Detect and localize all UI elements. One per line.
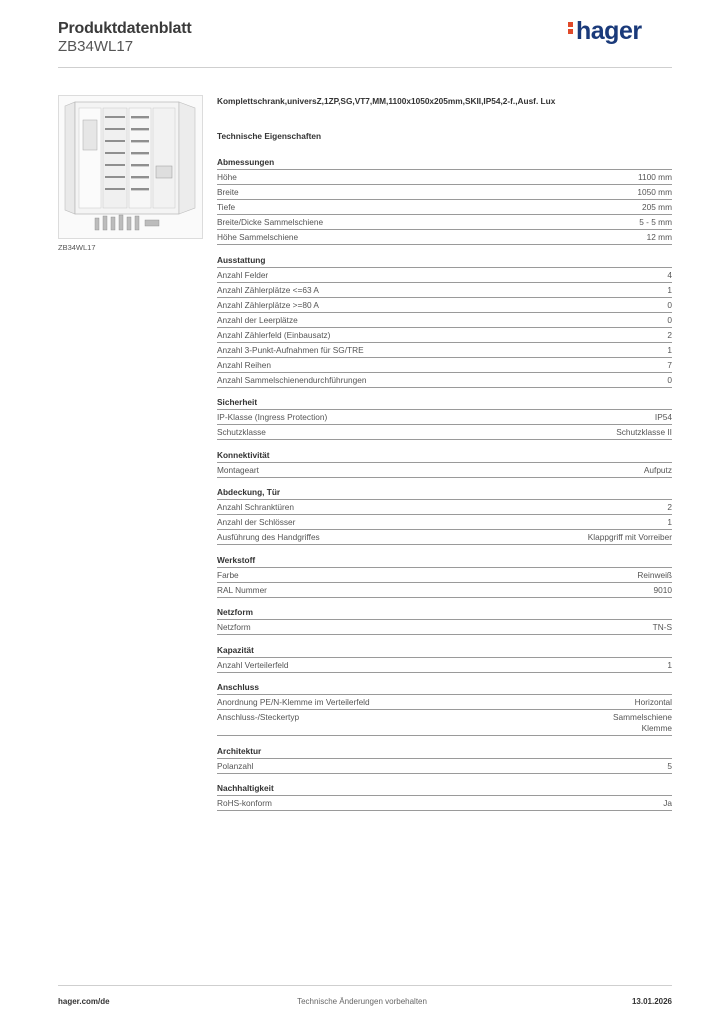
property-value	[644, 463, 672, 477]
property-row	[217, 358, 672, 373]
property-section	[217, 745, 672, 774]
property-row	[217, 568, 672, 583]
property-value-line: 1	[667, 284, 672, 295]
section-title: Ausstattung	[217, 254, 672, 268]
property-row	[217, 313, 672, 328]
hager-logo	[568, 17, 642, 46]
property-value	[663, 796, 672, 810]
property-label: Anzahl Felder	[217, 269, 269, 280]
property-value	[667, 759, 672, 773]
property-label: Höhe	[217, 172, 237, 182]
property-label: Montageart	[217, 464, 259, 475]
property-label: Anzahl Verteilerfeld	[217, 659, 289, 670]
property-value-line: 9010	[653, 584, 672, 595]
property-section	[217, 782, 672, 811]
property-row	[217, 343, 672, 358]
property-label: Anzahl Zählerplätze <=63 A	[217, 284, 319, 295]
property-value	[642, 200, 672, 214]
property-row	[217, 230, 672, 245]
property-value-line: 12 mm	[646, 232, 672, 242]
property-value-line: 5	[667, 760, 672, 771]
property-value	[667, 268, 672, 282]
property-value	[637, 568, 672, 582]
property-row	[217, 373, 672, 388]
property-value-line: 1	[667, 344, 672, 355]
product-description: Komplettschrank,universZ,1ZP,SG,VT7,MM,1100x1050x205mm,SKII,IP54,2-f.,Ausf. Lux	[217, 96, 556, 106]
property-label: RoHS-konform	[217, 798, 272, 808]
technical-properties	[217, 156, 672, 820]
property-label: Tiefe	[217, 202, 236, 212]
property-value-line: 1100 mm	[638, 172, 672, 182]
property-value-line: Ja	[663, 798, 672, 808]
property-value-line: Sammelschiene	[612, 712, 672, 722]
property-value	[667, 358, 672, 372]
property-row	[217, 796, 672, 811]
property-section	[217, 554, 672, 598]
property-label: Netzform	[217, 622, 251, 632]
logo-text: hager	[576, 17, 642, 45]
property-value	[647, 230, 672, 244]
property-row	[217, 463, 672, 478]
property-row	[217, 328, 672, 343]
property-value-line: 0	[667, 299, 672, 310]
property-value	[616, 425, 672, 439]
property-label: Anzahl der Schlösser	[217, 517, 296, 527]
cabinet-illustration	[59, 96, 202, 238]
property-value-line: 0	[667, 314, 672, 325]
property-label: Farbe	[217, 569, 239, 580]
property-row	[217, 185, 672, 200]
property-value-line: 2	[667, 329, 672, 340]
property-value-line: Schutzklasse II	[616, 427, 672, 437]
property-section	[217, 156, 672, 245]
property-label: RAL Nummer	[217, 584, 267, 595]
property-section	[217, 606, 672, 635]
technical-properties-heading: Technische Eigenschaften	[217, 131, 322, 141]
section-title: Sicherheit	[217, 396, 672, 410]
property-section	[217, 644, 672, 673]
property-value-line: 0	[667, 374, 672, 385]
property-label: Breite	[217, 187, 239, 197]
property-value	[667, 515, 672, 529]
property-section	[217, 486, 672, 545]
property-label: Anzahl Zählerplätze >=80 A	[217, 299, 319, 310]
section-title: Netzform	[217, 606, 672, 620]
header-divider	[58, 67, 672, 68]
property-label: Anzahl Zählerfeld (Einbausatz)	[217, 329, 331, 340]
property-row	[217, 283, 672, 298]
property-row	[217, 410, 672, 425]
property-row	[217, 170, 672, 185]
image-caption: ZB34WL17	[58, 243, 96, 252]
property-value	[667, 373, 672, 387]
property-value	[637, 185, 672, 199]
section-title: Nachhaltigkeit	[217, 782, 672, 796]
property-row	[217, 215, 672, 230]
section-title: Kapazität	[217, 644, 672, 658]
property-value-line: 5 - 5 mm	[639, 217, 672, 227]
property-value	[667, 343, 672, 357]
property-value	[653, 620, 672, 634]
footer-website[interactable]: hager.com/de	[58, 997, 110, 1006]
property-section	[217, 449, 672, 478]
property-row	[217, 695, 672, 710]
property-row	[217, 583, 672, 598]
property-section	[217, 681, 672, 736]
property-label: Anschluss-/Steckertyp	[217, 712, 300, 722]
property-label: Anzahl der Leerplätze	[217, 314, 298, 325]
property-value-line: TN-S	[652, 622, 672, 632]
footer-divider	[58, 985, 672, 986]
property-value-line: 1	[667, 517, 672, 527]
property-label: Anzahl Schranktüren	[217, 502, 295, 512]
property-row	[217, 515, 672, 530]
property-value-line: 4	[667, 269, 672, 280]
property-value-line: Klemme	[641, 723, 672, 733]
section-title: Werkstoff	[217, 554, 672, 568]
page-title: Produktdatenblatt	[58, 20, 192, 37]
property-label: Anzahl Sammelschienendurchführungen	[217, 374, 367, 385]
property-section	[217, 254, 672, 388]
property-value-line: Reinweiß	[637, 569, 672, 580]
property-value	[655, 410, 672, 424]
property-value	[588, 530, 672, 544]
property-value	[667, 313, 672, 327]
property-label: IP-Klasse (Ingress Protection)	[217, 412, 328, 422]
property-row	[217, 200, 672, 215]
property-value	[613, 712, 672, 735]
property-label: Höhe Sammelschiene	[217, 232, 299, 242]
property-row	[217, 658, 672, 673]
property-label: Schutzklasse	[217, 427, 266, 437]
section-title: Abdeckung, Tür	[217, 486, 672, 500]
section-title: Anschluss	[217, 681, 672, 695]
property-value	[635, 695, 672, 709]
property-row	[217, 298, 672, 313]
property-value	[667, 500, 672, 514]
property-row	[217, 620, 672, 635]
property-value	[654, 583, 672, 597]
section-title: Konnektivität	[217, 449, 672, 463]
property-value-line: Klappgriff mit Vorreiber	[587, 532, 672, 542]
property-value	[667, 328, 672, 342]
footer-notice: Technische Änderungen vorbehalten	[297, 997, 427, 1006]
property-label: Ausführung des Handgriffes	[217, 532, 320, 542]
property-value-line: 1	[667, 659, 672, 670]
property-value	[638, 170, 672, 184]
property-value	[667, 658, 672, 672]
property-label: Anzahl Reihen	[217, 359, 271, 370]
property-value	[667, 283, 672, 297]
property-value-line: 7	[667, 359, 672, 370]
section-title: Architektur	[217, 745, 672, 759]
property-row	[217, 268, 672, 283]
property-label: Breite/Dicke Sammelschiene	[217, 217, 324, 227]
product-image	[58, 95, 203, 239]
property-value	[667, 298, 672, 312]
property-row	[217, 759, 672, 774]
property-label: Polanzahl	[217, 760, 254, 771]
property-value-line: 2	[667, 502, 672, 512]
property-value-line: Aufputz	[643, 464, 672, 475]
property-section	[217, 396, 672, 440]
property-row	[217, 500, 672, 515]
property-row	[217, 530, 672, 545]
property-label: Anzahl 3-Punkt-Aufnahmen für SG/TRE	[217, 344, 364, 355]
property-value-line: IP54	[654, 412, 672, 422]
property-value-line: 205 mm	[642, 202, 672, 212]
section-title: Abmessungen	[217, 156, 672, 170]
property-row	[217, 425, 672, 440]
property-value-line: Horizontal	[634, 697, 672, 707]
property-value-line: 1050 mm	[637, 187, 672, 197]
property-value	[639, 215, 672, 229]
property-label: Anordnung PE/N-Klemme im Verteilerfeld	[217, 697, 370, 707]
footer-date: 13.01.2026	[631, 997, 672, 1006]
property-row	[217, 710, 672, 736]
product-code: ZB34WL17	[58, 38, 134, 55]
logo-dots-icon	[568, 20, 574, 36]
